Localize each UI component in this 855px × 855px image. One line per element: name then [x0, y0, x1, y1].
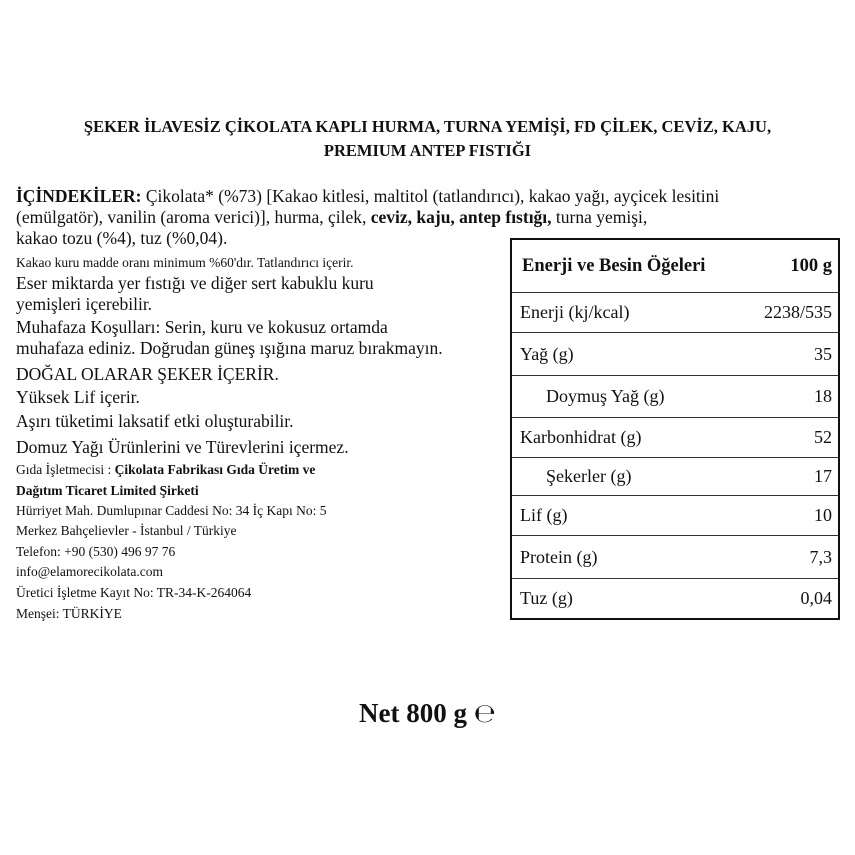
row-label: Şekerler (g) — [546, 466, 632, 486]
estimated-sign-icon: ℮ — [473, 699, 496, 729]
ingredients-label: İÇİNDEKİLER: — [16, 186, 142, 206]
nutrition-row — [512, 578, 838, 618]
nutrition-row — [512, 495, 838, 535]
row-value: 18 — [814, 386, 832, 406]
fiber-note: Yüksek Lif içerir. — [16, 387, 140, 407]
net-weight-text: Net 800 g — [359, 698, 474, 728]
pork-note: Domuz Yağı Ürünlerini ve Türevlerini içermez. — [16, 437, 349, 457]
net-weight — [0, 698, 855, 729]
row-value: 10 — [814, 505, 832, 525]
ingredients-line2 — [16, 207, 647, 228]
row-label: Lif (g) — [520, 505, 568, 525]
storage-note-1: Muhafaza Koşulları: Serin, kuru ve kokusuz ortamda — [16, 317, 388, 337]
sugar-note: DOĞAL OLARAR ŞEKER İÇERİR. — [16, 364, 279, 384]
operator-line2 — [16, 483, 199, 499]
phone: Telefon: +90 (530) 496 97 76 — [16, 544, 176, 559]
row-label: Karbonhidrat (g) — [520, 427, 642, 447]
nutrition-row — [512, 535, 838, 578]
ingredients-line3: kakao tozu (%4), tuz (%0,04). — [16, 228, 228, 248]
row-value: 0,04 — [800, 588, 832, 608]
allergen-note-1: Eser miktarda yer fıstığı ve diğer sert kabuklu kuru — [16, 273, 374, 293]
ingredients-text: (emülgatör), vanilin (aroma verici)], hurma, çilek, — [16, 207, 371, 227]
nutrition-row — [512, 417, 838, 457]
row-label: Protein (g) — [520, 546, 598, 567]
address-line1: Hürriyet Mah. Dumlupınar Caddesi No: 34 İç Kapı No: 5 — [16, 503, 327, 518]
row-value: 2238/535 — [763, 302, 832, 322]
registration-no: Üretici İşletme Kayıt No: TR-34-K-264064 — [16, 585, 252, 600]
nutrition-header — [512, 240, 838, 292]
cocoa-note: Kakao kuru madde oranı minimum %60'dır. Tatlandırıcı içerir. — [16, 255, 354, 270]
row-value: 52 — [814, 427, 832, 447]
operator-name: Dağıtım Ticaret Limited Şirketi — [16, 483, 199, 498]
header-value: 100 g — [790, 255, 832, 276]
row-label: Doymuş Yağ (g) — [546, 386, 665, 406]
ingredients-line1 — [16, 186, 719, 207]
storage-note-2: muhafaza ediniz. Doğrudan güneş ışığına maruz bırakmayın. — [16, 338, 443, 358]
allergen-note-2: yemişleri içerebilir. — [16, 294, 153, 314]
origin: Menşei: TÜRKİYE — [16, 606, 122, 621]
laxative-note: Aşırı tüketimi laksatif etki oluşturabilir. — [16, 411, 294, 431]
address-line2: Merkez Bahçelievler - İstanbul / Türkiye — [16, 523, 237, 538]
operator-name: Çikolata Fabrikası Gıda Üretim ve — [114, 462, 316, 477]
product-title-line2: PREMIUM ANTEP FISTIĞI — [323, 141, 532, 160]
nutrition-row — [512, 332, 838, 375]
header-label: Enerji ve Besin Öğeleri — [522, 255, 706, 276]
nutrition-row — [512, 457, 838, 495]
product-title-line1: ŞEKER İLAVESİZ ÇİKOLATA KAPLI HURMA, TURNA YEMİŞİ, FD ÇİLEK, CEVİZ, KAJU, — [83, 117, 772, 136]
nutrition-row — [512, 375, 838, 417]
operator-label: Gıda İşletmecisi : — [16, 462, 115, 477]
email: info@elamorecikolata.com — [16, 564, 163, 579]
ingredients-text: Çikolata* (%73) [Kakao kitlesi, maltitol (tatlandırıcı), kakao yağı, ayçicek lesitini — [141, 186, 720, 206]
row-label: Tuz (g) — [520, 588, 573, 608]
row-value: 7,3 — [809, 546, 832, 567]
allergens-bold: ceviz, kaju, antep fıstığı, — [370, 207, 552, 227]
nutrition-table — [510, 238, 840, 620]
nutrition-row — [512, 292, 838, 332]
row-value: 35 — [814, 343, 832, 364]
row-label: Yağ (g) — [520, 343, 574, 364]
row-value: 17 — [814, 466, 832, 486]
operator-line1 — [16, 462, 315, 478]
row-label: Enerji (kj/kcal) — [520, 302, 630, 322]
ingredients-text: turna yemişi, — [551, 207, 648, 227]
